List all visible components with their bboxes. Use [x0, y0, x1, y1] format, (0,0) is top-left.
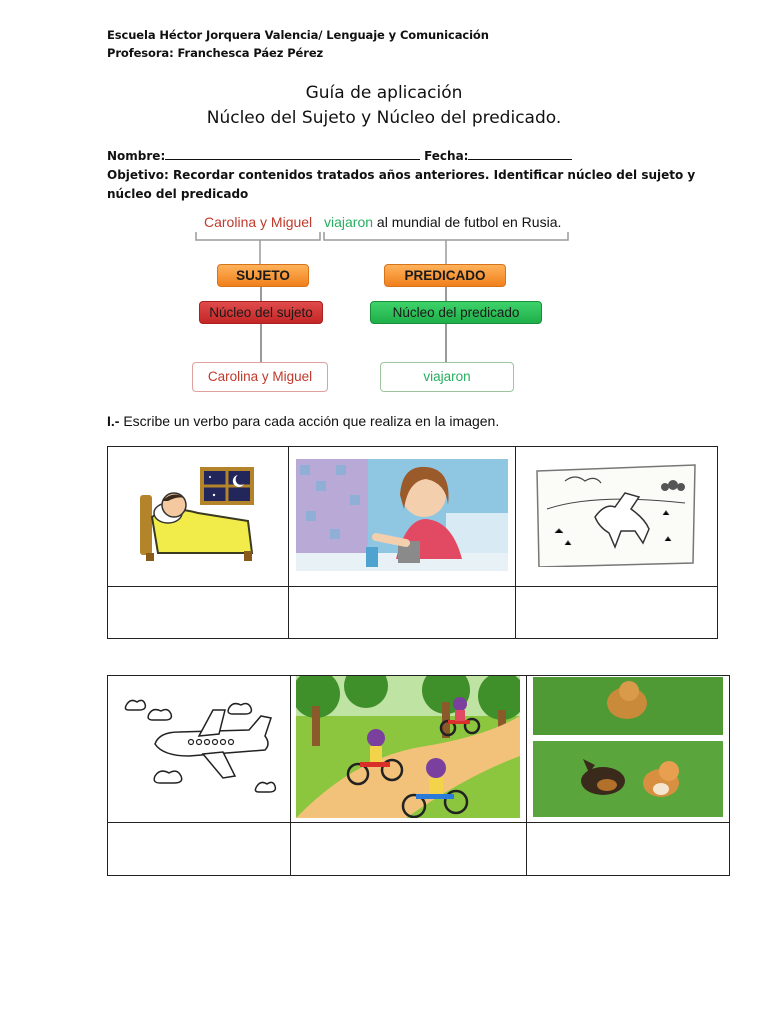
boy-sleeping-icon — [138, 467, 258, 562]
answer-cell-3[interactable] — [515, 587, 717, 639]
name-label: Nombre: — [107, 149, 166, 163]
name-date-line — [107, 148, 572, 163]
exercise-table-2 — [107, 675, 730, 876]
connector — [445, 287, 447, 301]
children-riding-bicycles-icon — [296, 676, 520, 818]
exercise-table-1 — [107, 446, 718, 639]
subject-core-answer: Carolina y Miguel — [192, 362, 328, 392]
answer-cell-1[interactable] — [108, 587, 289, 639]
airplane-flying-drawing-icon — [119, 692, 279, 802]
predicate-rest: al mundial de futbol en Rusia. — [373, 214, 562, 230]
predicate-core-answer: viajaron — [380, 362, 514, 392]
subject-phrase: Carolina y Miguel — [204, 214, 313, 230]
image-cell — [108, 447, 289, 587]
sentence-diagram — [180, 208, 580, 398]
objective-label: Objetivo: — [107, 168, 169, 182]
predicate-box: PREDICADO — [384, 264, 506, 287]
objective-text: Recordar contenidos tratados años anteriores. Identificar núcleo del sujeto y — [168, 168, 696, 182]
objective-line — [107, 168, 695, 182]
guide-title: Guía de aplicación — [305, 83, 463, 103]
dogs-running-icon — [533, 677, 723, 817]
image-cell — [291, 676, 527, 823]
date-label: Fecha: — [424, 149, 469, 163]
verb-text: viajaron — [324, 214, 374, 230]
predicate-brace — [324, 232, 568, 250]
guide-subtitle: Núcleo del Sujeto y Núcleo del predicado. — [206, 108, 562, 128]
answer-cell-5[interactable] — [291, 823, 527, 876]
image-cell — [526, 676, 729, 823]
answer-cell-4[interactable] — [108, 823, 291, 876]
connector — [260, 324, 262, 362]
connector — [445, 324, 447, 362]
exercise-instruction — [107, 413, 499, 429]
name-field[interactable] — [165, 148, 420, 160]
girl-washing-hands-icon — [296, 459, 508, 571]
answer-cell-2[interactable] — [288, 587, 515, 639]
exercise-number: I.- — [107, 413, 120, 429]
subject-brace — [196, 232, 320, 250]
exercise-text: Escribe un verbo para cada acción que realiza en la imagen. — [119, 413, 500, 429]
image-cell — [515, 447, 717, 587]
subject-box: SUJETO — [217, 264, 309, 287]
answer-cell-6[interactable] — [526, 823, 729, 876]
subject-core-box: Núcleo del sujeto — [199, 301, 323, 324]
horse-running-drawing-icon — [535, 463, 697, 567]
teacher-header: Profesora: Franchesca Páez Pérez — [107, 46, 324, 60]
objective-text-cont: núcleo del predicado — [107, 187, 249, 201]
date-field[interactable] — [468, 148, 572, 160]
connector — [260, 287, 262, 301]
predicate-core-box: Núcleo del predicado — [370, 301, 542, 324]
school-header: Escuela Héctor Jorquera Valencia/ Lenguaje y Comunicación — [107, 28, 489, 42]
image-cell — [108, 676, 291, 823]
image-cell — [288, 447, 515, 587]
